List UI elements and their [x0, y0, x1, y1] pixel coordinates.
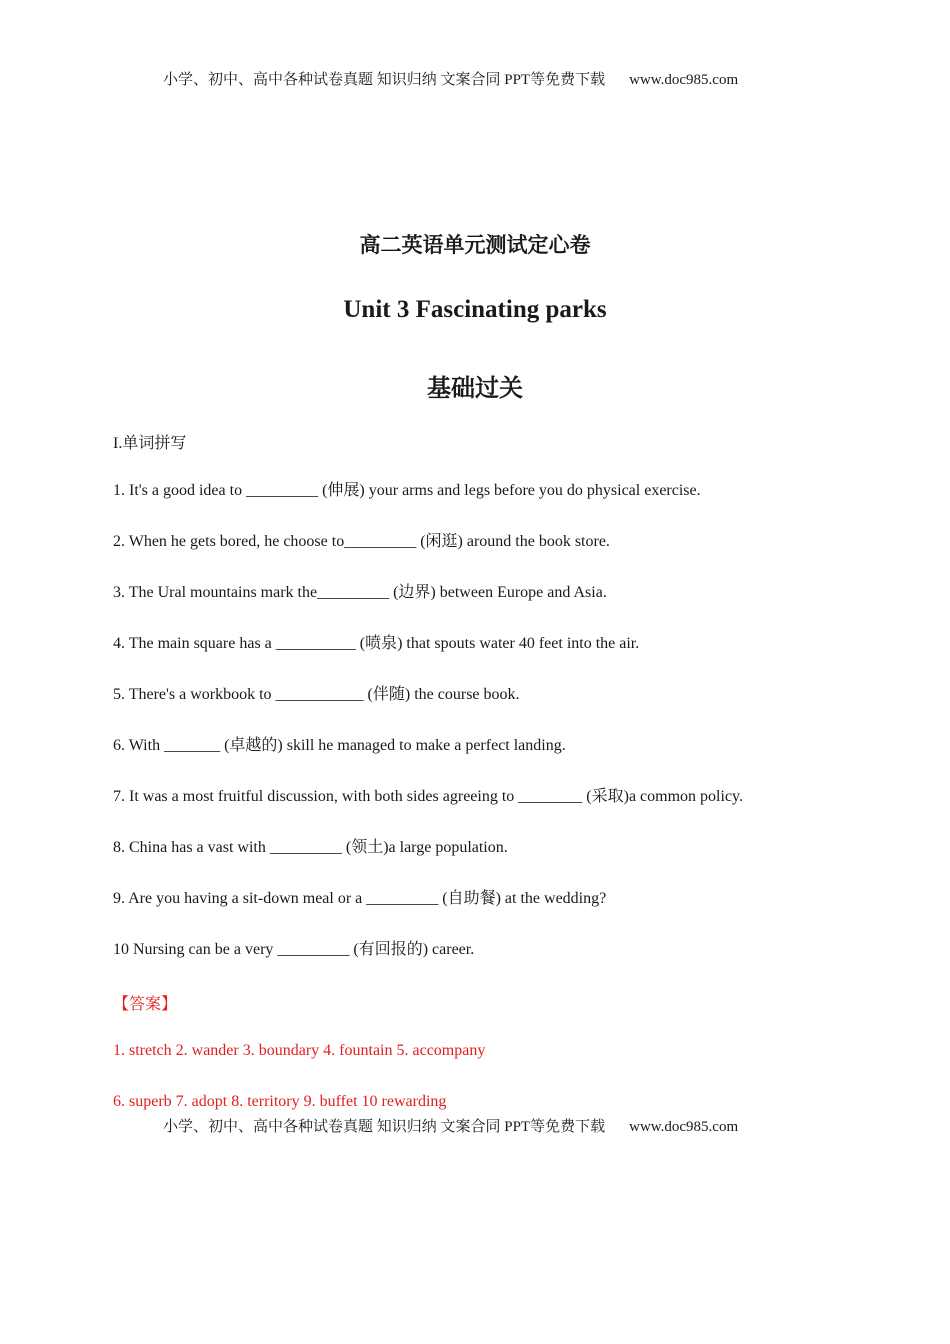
question-item: 6. With _______ (卓越的) skill he managed to make a perfect landing.: [113, 737, 566, 754]
answer-line-2: 6. superb 7. adopt 8. territory 9. buffet 10 rewarding: [113, 1093, 447, 1110]
unit-title: Unit 3 Fascinating parks: [343, 296, 607, 323]
question-item: 5. There's a workbook to ___________ (伴随) the course book.: [113, 686, 520, 703]
question-item: 9. Are you having a sit-down meal or a _________ (自助餐) at the wedding?: [113, 890, 607, 907]
question-item: 1. It's a good idea to _________ (伸展) your arms and legs before you do physical exercise.: [113, 482, 701, 499]
page-footer: [163, 1115, 950, 1136]
question-item: 2. When he gets bored, he choose to_________ (闲逛) around the book store.: [113, 533, 610, 550]
question-item: 3. The Ural mountains mark the_________ (边界) between Europe and Asia.: [113, 584, 607, 601]
page-header: [163, 68, 950, 89]
question-item: 4. The main square has a __________ (喷泉) that spouts water 40 feet into the air.: [113, 635, 640, 652]
question-list: [113, 481, 743, 991]
exercise-section-label: I.单词拼写: [113, 435, 187, 452]
header-site-link[interactable]: www.doc985.com: [629, 72, 739, 88]
answer-label: 【答案】: [113, 996, 178, 1013]
footer-site-link[interactable]: www.doc985.com: [629, 1119, 739, 1135]
section-title: 基础过关: [427, 374, 523, 402]
document-title: 高二英语单元测试定心卷: [359, 233, 591, 257]
header-text: 小学、初中、高中各种试卷真题 知识归纳 文案合同 PPT等免费下载: [163, 72, 606, 88]
question-item: 7. It was a most fruitful discussion, with both sides agreeing to ________ (采取)a common policy.: [113, 788, 743, 805]
question-item: 8. China has a vast with _________ (领土)a large population.: [113, 839, 508, 856]
answer-line-1: 1. stretch 2. wander 3. boundary 4. fountain 5. accompany: [113, 1042, 486, 1059]
question-item: 10 Nursing can be a very _________ (有回报的) career.: [113, 941, 475, 958]
footer-text: 小学、初中、高中各种试卷真题 知识归纳 文案合同 PPT等免费下载: [163, 1119, 606, 1135]
